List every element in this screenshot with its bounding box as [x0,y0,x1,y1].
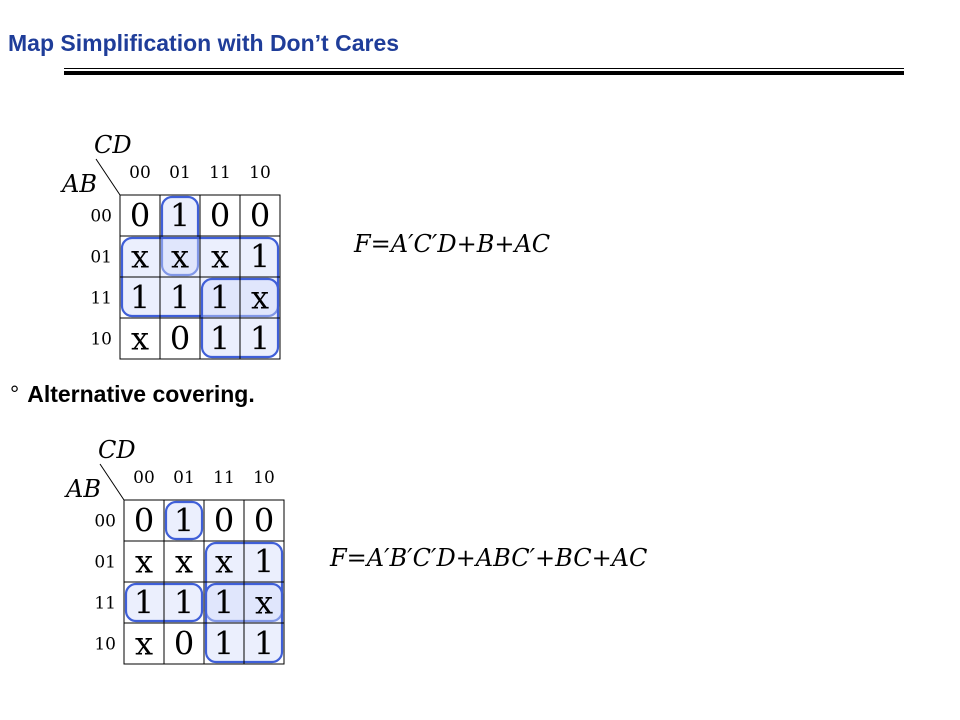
kmap-1 [50,130,300,362]
row-variable-label: AB [62,170,97,198]
col-label: 11 [213,468,235,488]
kmap-cell: 0 [209,196,231,235]
kmap-cell: 1 [173,501,195,540]
formula-1: F=A′C′D+B+AC [354,230,551,258]
kmap-cell: 1 [209,319,231,358]
kmap-2 [54,435,304,667]
formula-2: F=A′B′C′D+ABC′+BC+AC [330,544,648,572]
col-variable-label: CD [94,131,132,159]
kmap-cell: 0 [173,624,195,663]
bullet-item [10,381,255,408]
kmap-cell: 1 [129,278,151,317]
kmap-cell: 1 [133,583,155,622]
col-label: 10 [249,163,271,183]
col-label: 01 [169,163,191,183]
kmap-cell: x [210,237,230,276]
kmap-cell: 0 [129,196,151,235]
kmap-svg [54,435,304,667]
kmap-cell: 0 [133,501,155,540]
row-label: 00 [90,206,112,227]
kmap-cell: 1 [173,583,195,622]
kmap-cell: 1 [209,278,231,317]
col-variable-label: CD [98,436,136,464]
col-label: 01 [173,468,195,488]
kmap-cell: x [134,542,154,581]
slide-title: Map Simplification with Don’t Cares [8,30,400,56]
title-rule-thick [64,71,904,75]
kmap-cell: x [214,542,234,581]
col-label: 10 [253,468,275,488]
kmap-cell: x [170,237,190,276]
kmap-cell: 1 [249,237,271,276]
bullet-text: Alternative covering. [27,381,255,407]
kmap-cell: x [130,319,150,358]
kmap-cell: 1 [249,319,271,358]
row-label: 10 [90,329,112,350]
row-label: 11 [94,593,116,614]
corner-diagonal [100,464,124,500]
kmap-cell: x [254,583,274,622]
row-variable-label: AB [66,475,101,503]
kmap-svg [50,130,300,362]
kmap-cell: 0 [249,196,271,235]
col-label: 00 [129,163,151,183]
kmap-cell: x [134,624,154,663]
kmap-cell: x [130,237,150,276]
row-label: 00 [94,511,116,532]
bullet-symbol: ° [10,381,20,407]
row-label: 01 [90,247,112,268]
title-rule-thin [64,68,904,69]
kmap-cell: 0 [169,319,191,358]
kmap-cell: 1 [253,624,275,663]
kmap-cell: x [250,278,270,317]
col-label: 00 [133,468,155,488]
row-label: 11 [90,288,112,309]
kmap-cell: 0 [213,501,235,540]
kmap-cell: 1 [253,542,275,581]
kmap-cell: x [174,542,194,581]
corner-diagonal [96,159,120,195]
kmap-cell: 0 [253,501,275,540]
kmap-cell: 1 [169,196,191,235]
kmap-cell: 1 [169,278,191,317]
row-label: 10 [94,634,116,655]
col-label: 11 [209,163,231,183]
kmap-cell: 1 [213,624,235,663]
kmap-cell: 1 [213,583,235,622]
row-label: 01 [94,552,116,573]
